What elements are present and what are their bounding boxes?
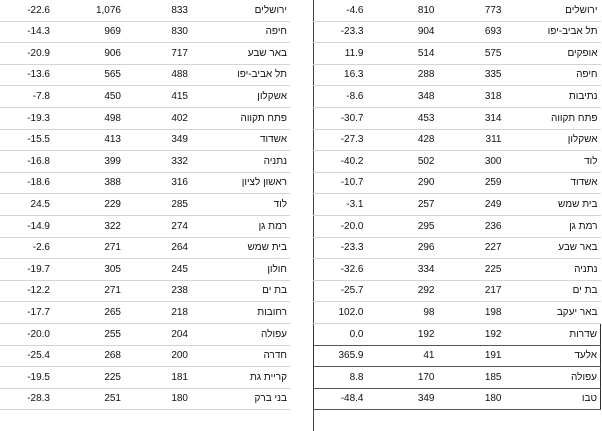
change-cell[interactable]: -19.7 [0,259,53,281]
city-cell[interactable]: רמת גן [505,215,601,237]
table-row [0,237,290,259]
change-cell[interactable]: -10.7 [314,172,367,194]
count-cell[interactable]: 198 [438,302,505,324]
change-cell[interactable]: 102.0 [314,302,367,324]
partial-row [314,410,601,431]
prev-count-cell[interactable]: 305 [53,259,124,281]
empty-cell[interactable] [0,410,53,431]
prev-count-cell[interactable]: 565 [53,64,124,86]
count-cell[interactable]: 238 [124,280,191,302]
change-cell[interactable]: 0.0 [314,323,367,345]
prev-count-cell[interactable]: 229 [53,194,124,216]
table-row [314,302,601,324]
change-cell[interactable]: -2.6 [0,237,53,259]
prev-count-cell[interactable]: 41 [367,345,438,367]
prev-count-cell[interactable]: 906 [53,43,124,65]
table-row [314,237,601,259]
prev-count-cell[interactable]: 225 [53,367,124,389]
table-row [0,323,290,345]
city-cell[interactable]: עפולה [505,367,601,389]
prev-count-cell[interactable]: 288 [367,64,438,86]
change-cell[interactable]: -28.3 [0,388,53,410]
empty-cell[interactable] [314,410,367,431]
count-cell[interactable]: 180 [438,388,505,410]
table-row [0,64,290,86]
city-cell[interactable]: אשקלון [191,86,290,108]
prev-count-cell[interactable]: 904 [367,21,438,43]
table-row [314,86,601,108]
left-city-table [0,0,290,431]
prev-count-cell[interactable]: 450 [53,86,124,108]
count-cell[interactable]: 181 [124,367,191,389]
table-row [0,107,290,129]
count-cell[interactable]: 349 [124,129,191,151]
table-row [314,215,601,237]
city-cell[interactable]: רמת גן [191,215,290,237]
change-cell[interactable]: -19.3 [0,107,53,129]
change-cell[interactable]: -17.7 [0,302,53,324]
change-cell[interactable]: -27.3 [314,129,367,151]
city-cell[interactable]: אשדוד [191,129,290,151]
empty-cell[interactable] [53,410,124,431]
count-cell[interactable]: 259 [438,172,505,194]
table-row [314,129,601,151]
table-row [0,367,290,389]
prev-count-cell[interactable]: 349 [367,388,438,410]
empty-cell[interactable] [505,410,601,431]
city-cell[interactable]: אשקלון [505,129,601,151]
empty-cell[interactable] [438,410,505,431]
prev-count-cell[interactable]: 514 [367,43,438,65]
change-cell[interactable]: 365.9 [314,345,367,367]
count-cell[interactable]: 192 [438,323,505,345]
count-cell[interactable]: 225 [438,259,505,281]
city-cell[interactable]: ירושלים [191,0,290,21]
change-cell[interactable]: -13.6 [0,64,53,86]
city-cell[interactable]: לוד [505,151,601,173]
prev-count-cell[interactable]: 399 [53,151,124,173]
change-cell[interactable]: -16.8 [0,151,53,173]
table-row [0,280,290,302]
change-cell[interactable]: -22.6 [0,0,53,21]
change-cell[interactable]: -25.4 [0,345,53,367]
city-cell[interactable]: באר יעקב [505,302,601,324]
city-cell[interactable]: נתניה [191,151,290,173]
change-cell[interactable]: -20.0 [314,215,367,237]
city-cell[interactable]: פתח תקווה [191,107,290,129]
city-cell[interactable]: טבו [505,388,601,410]
table-row [0,0,290,21]
change-cell[interactable]: 16.3 [314,64,367,86]
change-cell[interactable]: -18.6 [0,172,53,194]
prev-count-cell[interactable]: 271 [53,280,124,302]
table-row [0,215,290,237]
table-row [314,367,601,389]
count-cell[interactable]: 773 [438,0,505,21]
change-cell[interactable]: 24.5 [0,194,53,216]
prev-count-cell[interactable]: 453 [367,107,438,129]
table-row [314,388,601,410]
prev-count-cell[interactable]: 98 [367,302,438,324]
table-row [314,323,601,345]
change-cell[interactable]: -20.9 [0,43,53,65]
change-cell[interactable]: -25.7 [314,280,367,302]
table-row [314,64,601,86]
count-cell[interactable]: 488 [124,64,191,86]
count-cell[interactable]: 335 [438,64,505,86]
change-cell[interactable]: -40.2 [314,151,367,173]
city-cell[interactable]: חיפה [191,21,290,43]
prev-count-cell[interactable]: 257 [367,194,438,216]
city-cell[interactable]: לוד [191,194,290,216]
table-row [0,151,290,173]
table-row [314,280,601,302]
count-cell[interactable]: 833 [124,0,191,21]
prev-count-cell[interactable]: 498 [53,107,124,129]
empty-cell[interactable] [191,410,290,431]
city-cell[interactable]: חולון [191,259,290,281]
city-cell[interactable]: עפולה [191,323,290,345]
table-row [0,194,290,216]
count-cell[interactable]: 185 [438,367,505,389]
count-cell[interactable]: 274 [124,215,191,237]
prev-count-cell[interactable]: 810 [367,0,438,21]
change-cell[interactable]: -7.8 [0,86,53,108]
count-cell[interactable]: 245 [124,259,191,281]
change-cell[interactable]: -32.6 [314,259,367,281]
prev-count-cell[interactable]: 170 [367,367,438,389]
change-cell[interactable]: 8.8 [314,367,367,389]
count-cell[interactable]: 575 [438,43,505,65]
city-cell[interactable]: רחובות [191,302,290,324]
table-row [314,21,601,43]
city-cell[interactable]: חיפה [505,64,601,86]
prev-count-cell[interactable]: 388 [53,172,124,194]
city-cell[interactable]: נתניה [505,259,601,281]
prev-count-cell[interactable]: 322 [53,215,124,237]
change-cell[interactable]: -14.9 [0,215,53,237]
prev-count-cell[interactable]: 255 [53,323,124,345]
count-cell[interactable]: 332 [124,151,191,173]
count-cell[interactable]: 415 [124,86,191,108]
city-cell[interactable]: אלעד [505,345,601,367]
count-cell[interactable]: 217 [438,280,505,302]
count-cell[interactable]: 830 [124,21,191,43]
count-cell[interactable]: 318 [438,86,505,108]
city-cell[interactable]: אשדוד [505,172,601,194]
change-cell[interactable]: -23.3 [314,21,367,43]
prev-count-cell[interactable]: 1,076 [53,0,124,21]
city-cell[interactable]: בית שמש [505,194,601,216]
prev-count-cell[interactable]: 290 [367,172,438,194]
city-cell[interactable]: בית שמש [191,237,290,259]
city-cell[interactable]: פתח תקווה [505,107,601,129]
table-row [0,129,290,151]
count-cell[interactable]: 314 [438,107,505,129]
right-city-table [313,0,601,431]
change-cell[interactable]: -19.5 [0,367,53,389]
city-cell[interactable]: בת ים [505,280,601,302]
prev-count-cell[interactable]: 502 [367,151,438,173]
change-cell[interactable]: 11.9 [314,43,367,65]
city-cell[interactable]: קריית גת [191,367,290,389]
table-row [0,388,290,410]
city-cell[interactable]: אופקים [505,43,601,65]
prev-count-cell[interactable]: 296 [367,237,438,259]
prev-count-cell[interactable]: 348 [367,86,438,108]
table-row [314,107,601,129]
city-cell[interactable]: ירושלים [505,0,601,21]
count-cell[interactable]: 236 [438,215,505,237]
change-cell[interactable]: -4.6 [314,0,367,21]
change-cell[interactable]: -12.2 [0,280,53,302]
count-cell[interactable]: 300 [438,151,505,173]
prev-count-cell[interactable]: 271 [53,237,124,259]
city-cell[interactable]: חדרה [191,345,290,367]
table-row [314,194,601,216]
count-cell[interactable]: 227 [438,237,505,259]
prev-count-cell[interactable]: 192 [367,323,438,345]
count-cell[interactable]: 249 [438,194,505,216]
empty-cell[interactable] [367,410,438,431]
change-cell[interactable]: -3.1 [314,194,367,216]
city-cell[interactable]: בני ברק [191,388,290,410]
city-cell[interactable]: בת ים [191,280,290,302]
partial-row [0,410,290,431]
table-row [314,259,601,281]
change-cell[interactable]: -20.0 [0,323,53,345]
count-cell[interactable]: 218 [124,302,191,324]
prev-count-cell[interactable]: 268 [53,345,124,367]
change-cell[interactable]: -30.7 [314,107,367,129]
prev-count-cell[interactable]: 969 [53,21,124,43]
table-row [314,43,601,65]
table-row [0,259,290,281]
count-cell[interactable]: 311 [438,129,505,151]
table-row [314,151,601,173]
table-row [0,86,290,108]
change-cell[interactable]: -15.5 [0,129,53,151]
count-cell[interactable]: 180 [124,388,191,410]
city-cell[interactable]: ראשון לציון [191,172,290,194]
table-row [0,43,290,65]
count-cell[interactable]: 717 [124,43,191,65]
table-row [0,21,290,43]
count-cell[interactable]: 200 [124,345,191,367]
change-cell[interactable]: -14.3 [0,21,53,43]
change-cell[interactable]: -48.4 [314,388,367,410]
count-cell[interactable]: 264 [124,237,191,259]
prev-count-cell[interactable]: 251 [53,388,124,410]
prev-count-cell[interactable]: 265 [53,302,124,324]
change-cell[interactable]: -23.3 [314,237,367,259]
city-cell[interactable]: תל אביב-יפו [505,21,601,43]
count-cell[interactable]: 693 [438,21,505,43]
table-row [0,172,290,194]
empty-cell[interactable] [124,410,191,431]
city-cell[interactable]: תל אביב-יפו [191,64,290,86]
prev-count-cell[interactable]: 292 [367,280,438,302]
table-row [0,302,290,324]
prev-count-cell[interactable]: 295 [367,215,438,237]
table-row [314,172,601,194]
count-cell[interactable]: 402 [124,107,191,129]
change-cell[interactable]: -8.6 [314,86,367,108]
city-cell[interactable]: באר שבע [505,237,601,259]
prev-count-cell[interactable]: 428 [367,129,438,151]
prev-count-cell[interactable]: 413 [53,129,124,151]
count-cell[interactable]: 204 [124,323,191,345]
table-row [314,0,601,21]
count-cell[interactable]: 191 [438,345,505,367]
table-row [0,345,290,367]
city-cell[interactable]: באר שבע [191,43,290,65]
count-cell[interactable]: 285 [124,194,191,216]
table-row [314,345,601,367]
prev-count-cell[interactable]: 334 [367,259,438,281]
city-cell[interactable]: נתיבות [505,86,601,108]
count-cell[interactable]: 316 [124,172,191,194]
city-cell[interactable]: שדרות [505,323,601,345]
